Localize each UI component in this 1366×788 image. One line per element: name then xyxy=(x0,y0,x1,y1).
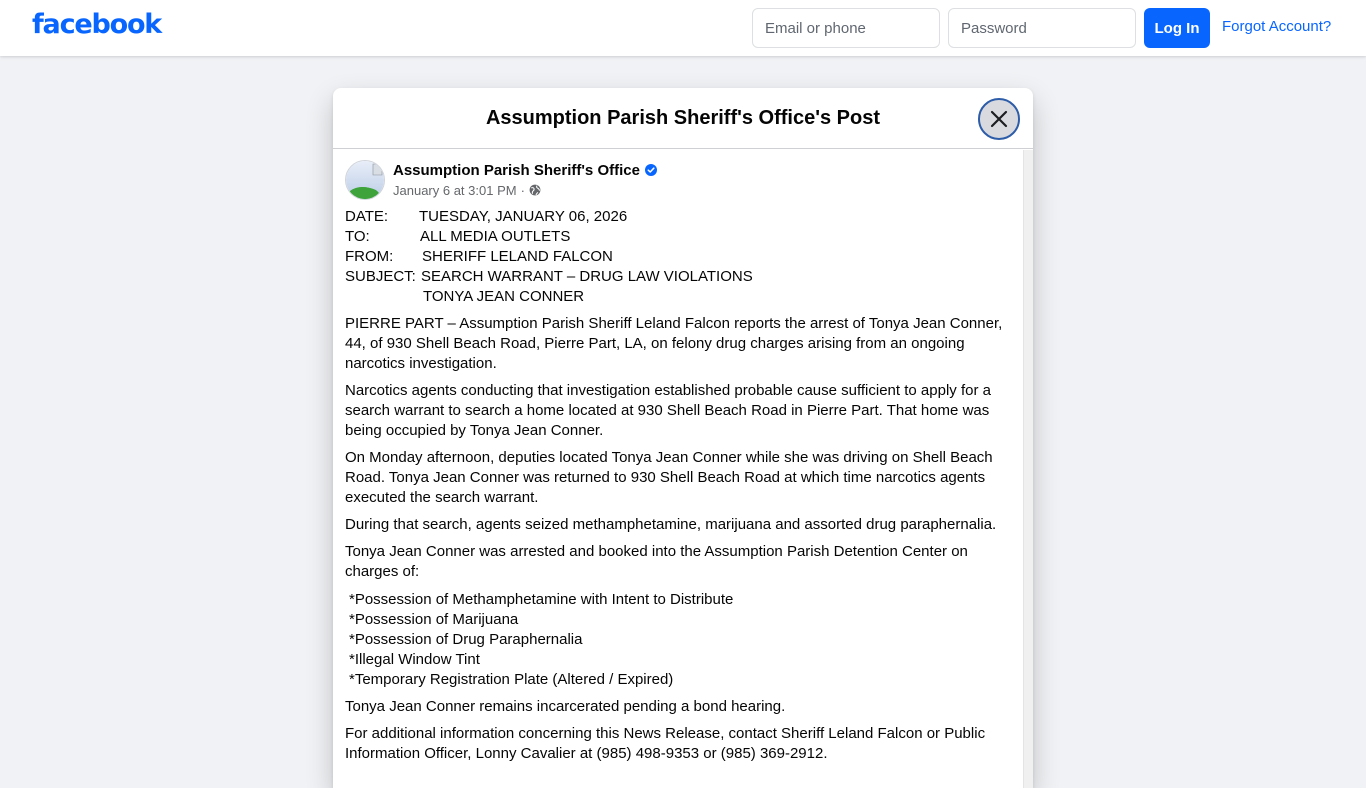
dialog-title: Assumption Parish Sheriff's Office's Post xyxy=(485,106,881,129)
post-dialog xyxy=(333,88,1033,788)
avatar-image-icon xyxy=(346,161,385,200)
email-or-phone-input[interactable] xyxy=(752,8,940,48)
paragraph: For additional information concerning this News Release, contact Sheriff Leland Falcon or Public Information Officer, Lonny Cavalier at (985) 498-9353 or (985) 369-2912. xyxy=(345,725,986,762)
page-avatar[interactable] xyxy=(345,160,385,200)
post-timestamp-link[interactable]: January 6 at 3:01 PM xyxy=(393,182,517,198)
memo-from-value: SHERIFF LELAND FALCON xyxy=(422,248,613,265)
memo-date-row xyxy=(345,207,1021,227)
password-input[interactable] xyxy=(948,8,1136,48)
meta-separator: · xyxy=(520,182,525,198)
memo-date-value: TUESDAY, JANUARY 06, 2026 xyxy=(419,208,628,225)
paragraph: On Monday afternoon, deputies located Tonya Jean Conner while she was driving on Shell Beach Road. Tonya Jean Conner was returned to 930 Shell Beach Road at which time narcotics agents executed the search warrant. xyxy=(345,449,993,506)
forgot-account-link[interactable]: Forgot Account? xyxy=(1222,18,1332,35)
close-button[interactable] xyxy=(978,98,1020,140)
charges-list xyxy=(345,590,1021,690)
memo-from-label: FROM: xyxy=(345,248,394,265)
top-navigation-bar xyxy=(0,0,1366,56)
paragraph: Tonya Jean Conner remains incarcerated pending a bond hearing. xyxy=(345,698,786,715)
charge-item: *Possession of Marijuana xyxy=(349,611,519,628)
charge-item: *Possession of Drug Paraphernalia xyxy=(349,631,583,648)
dialog-header xyxy=(333,88,1033,149)
charge-item: *Illegal Window Tint xyxy=(349,651,480,668)
memo-to-value: ALL MEDIA OUTLETS xyxy=(420,228,571,245)
charge-item: *Temporary Registration Plate (Altered / Expired) xyxy=(349,671,674,688)
paragraph: PIERRE PART – Assumption Parish Sheriff Leland Falcon reports the arrest of Tonya Jean Conner, 44, of 930 Shell Beach Road, Pierre Part, LA, on felony drug charges arising from an ongoing narcotics investigation. xyxy=(345,315,1003,372)
post-message xyxy=(345,207,1021,764)
memo-subject-continuation xyxy=(345,287,1021,307)
dialog-scrollbar[interactable] xyxy=(1023,150,1033,788)
memo-to-row xyxy=(345,227,1021,247)
verified-badge-icon xyxy=(645,164,657,176)
memo-subject-value-2: TONYA JEAN CONNER xyxy=(423,288,585,305)
close-icon xyxy=(990,110,1008,128)
paragraph: Tonya Jean Conner was arrested and booked into the Assumption Parish Detention Center on charges of: xyxy=(345,543,968,580)
memo-subject-row xyxy=(345,267,1021,287)
paragraph: During that search, agents seized methamphetamine, marijuana and assorted drug paraphernalia. xyxy=(345,516,997,533)
memo-date-label: DATE: xyxy=(345,208,389,225)
memo-header xyxy=(345,207,1021,307)
charge-item: *Possession of Methamphetamine with Intent to Distribute xyxy=(349,591,734,608)
memo-subject-label: SUBJECT: xyxy=(345,268,416,285)
memo-to-label: TO: xyxy=(345,228,370,245)
post-content xyxy=(333,150,1033,788)
globe-icon[interactable] xyxy=(529,184,541,196)
facebook-logo[interactable]: facebook xyxy=(32,9,162,40)
memo-subject-value: SEARCH WARRANT – DRUG LAW VIOLATIONS xyxy=(421,268,753,285)
post-header xyxy=(345,160,1021,204)
paragraph: Narcotics agents conducting that investigation established probable cause sufficient to apply for a search warrant to search a home located at 930 Shell Beach Road in Pierre Part. That home was being occupied by Tonya Jean Conner. xyxy=(345,382,991,439)
memo-from-row xyxy=(345,247,1021,267)
page-name-link[interactable]: Assumption Parish Sheriff's Office xyxy=(393,161,640,179)
log-in-button[interactable]: Log In xyxy=(1144,8,1210,48)
